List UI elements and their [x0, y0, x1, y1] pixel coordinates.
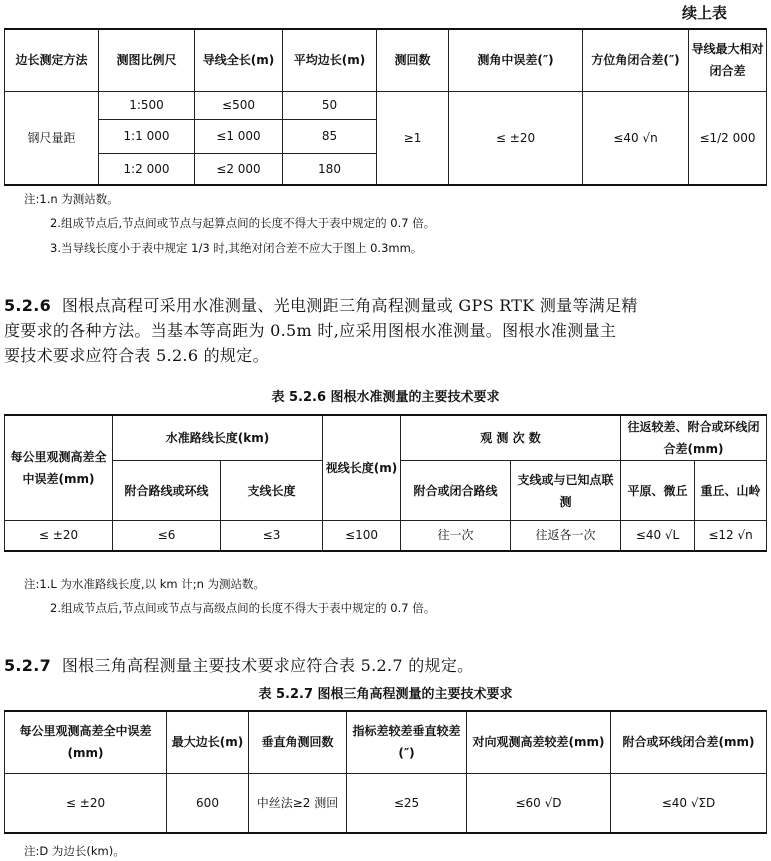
header-cell: 对向观测高差较差(mm) — [467, 711, 611, 773]
header-plain: 平原、微丘 — [621, 461, 695, 521]
section-number: 5.2.7 — [4, 656, 52, 675]
table-traverse — [4, 28, 767, 186]
avg-side-cell: 85 — [283, 119, 377, 153]
section-number: 5.2.6 — [4, 296, 52, 315]
data-cell: 中丝法≥2 测回 — [249, 773, 347, 833]
data-cell: ≤3 — [221, 521, 323, 551]
azimuth-cell: ≤40 √n — [583, 91, 689, 185]
data-cell: ≤6 — [113, 521, 221, 551]
table-caption: 表 5.2.6 图根水准测量的主要技术要求 — [271, 390, 500, 405]
header-route-attached: 附合路线或环线 — [113, 461, 221, 521]
note-line: 2.组成节点后,节点间或节点与高级点间的长度不得大于表中规定的 0.7 倍。 — [50, 601, 436, 615]
data-cell: ≤25 — [347, 773, 467, 833]
paragraph-line: 度要求的各种方法。当基本等高距为 0.5m 时,应采用图根水准测量。图根水准测量主 — [4, 321, 617, 340]
header-angle-error: 测角中误差(″) — [449, 29, 583, 91]
table-caption: 表 5.2.7 图根三角高程测量的主要技术要求 — [258, 687, 513, 702]
header-hill: 重丘、山岭 — [695, 461, 767, 521]
header-scale: 测图比例尺 — [99, 29, 195, 91]
header-cell: 指标差较差垂直较差(″) — [347, 711, 467, 773]
method-cell: 钢尺量距 — [5, 91, 99, 185]
note-line: 注:1.L 为水准路线长度,以 km 计;n 为测站数。 — [24, 577, 266, 591]
header-obs: 观 测 次 数 — [401, 415, 621, 461]
header-h-error: 每公里观测高差全中误差(mm) — [5, 415, 113, 521]
section-526-paragraph — [4, 293, 768, 368]
header-closure: 往返较差、附合或环线闭合差(mm) — [621, 415, 767, 461]
data-cell: ≤ ±20 — [5, 773, 167, 833]
length-cell: ≤500 — [195, 91, 283, 119]
data-cell: 往返各一次 — [511, 521, 621, 551]
data-cell: ≤40 √ΣD — [611, 773, 767, 833]
table-leveling — [4, 414, 767, 552]
table-trig-height — [4, 710, 767, 834]
header-cell: 附合或环线闭合差(mm) — [611, 711, 767, 773]
header-cell: 垂直角测回数 — [249, 711, 347, 773]
data-cell: ≤40 √L — [621, 521, 695, 551]
note-line: 注:1.n 为测站数。 — [24, 192, 119, 206]
paragraph-line: 图根点高程可采用水准测量、光电测距三角高程测量或 GPS RTK 测量等满足精 — [61, 296, 638, 315]
avg-side-cell: 180 — [283, 153, 377, 185]
scale-cell: 1:500 — [99, 91, 195, 119]
avg-side-cell: 50 — [283, 91, 377, 119]
header-rounds: 测回数 — [377, 29, 449, 91]
header-sight: 视线长度(m) — [323, 415, 401, 521]
header-cell: 最大边长(m) — [167, 711, 249, 773]
data-cell: ≤60 √D — [467, 773, 611, 833]
length-cell: ≤2 000 — [195, 153, 283, 185]
data-cell: ≤ ±20 — [5, 521, 113, 551]
paragraph-line: 图根三角高程测量主要技术要求应符合表 5.2.7 的规定。 — [61, 656, 474, 675]
header-avg-side: 平均边长(m) — [283, 29, 377, 91]
angle-error-cell: ≤ ±20 — [449, 91, 583, 185]
continued-label: 续上表 — [682, 4, 728, 22]
header-cell: 每公里观测高差全中误差(mm) — [5, 711, 167, 773]
header-route: 水准路线长度(km) — [113, 415, 323, 461]
data-cell: ≤12 √n — [695, 521, 767, 551]
length-cell: ≤1 000 — [195, 119, 283, 153]
note-line: 注:D 为边长(km)。 — [24, 844, 125, 858]
data-cell: 600 — [167, 773, 249, 833]
paragraph-line: 要技术要求应符合表 5.2.6 的规定。 — [4, 346, 269, 365]
note-line: 2.组成节点后,节点间或节点与起算点间的长度不得大于表中规定的 0.7 倍。 — [50, 216, 436, 230]
scale-cell: 1:2 000 — [99, 153, 195, 185]
data-cell: 往一次 — [401, 521, 511, 551]
rounds-cell: ≥1 — [377, 91, 449, 185]
section-527-paragraph — [4, 653, 473, 678]
header-obs-branch: 支线或与已知点联测 — [511, 461, 621, 521]
note-line: 3.当导线长度小于表中规定 1/3 时,其绝对闭合差不应大于图上 0.3mm。 — [50, 241, 423, 255]
relative-cell: ≤1/2 000 — [689, 91, 767, 185]
scale-cell: 1:1 000 — [99, 119, 195, 153]
header-method: 边长测定方法 — [5, 29, 99, 91]
header-route-branch: 支线长度 — [221, 461, 323, 521]
header-relative: 导线最大相对闭合差 — [689, 29, 767, 91]
header-length: 导线全长(m) — [195, 29, 283, 91]
header-azimuth: 方位角闭合差(″) — [583, 29, 689, 91]
header-obs-attached: 附合或闭合路线 — [401, 461, 511, 521]
data-cell: ≤100 — [323, 521, 401, 551]
